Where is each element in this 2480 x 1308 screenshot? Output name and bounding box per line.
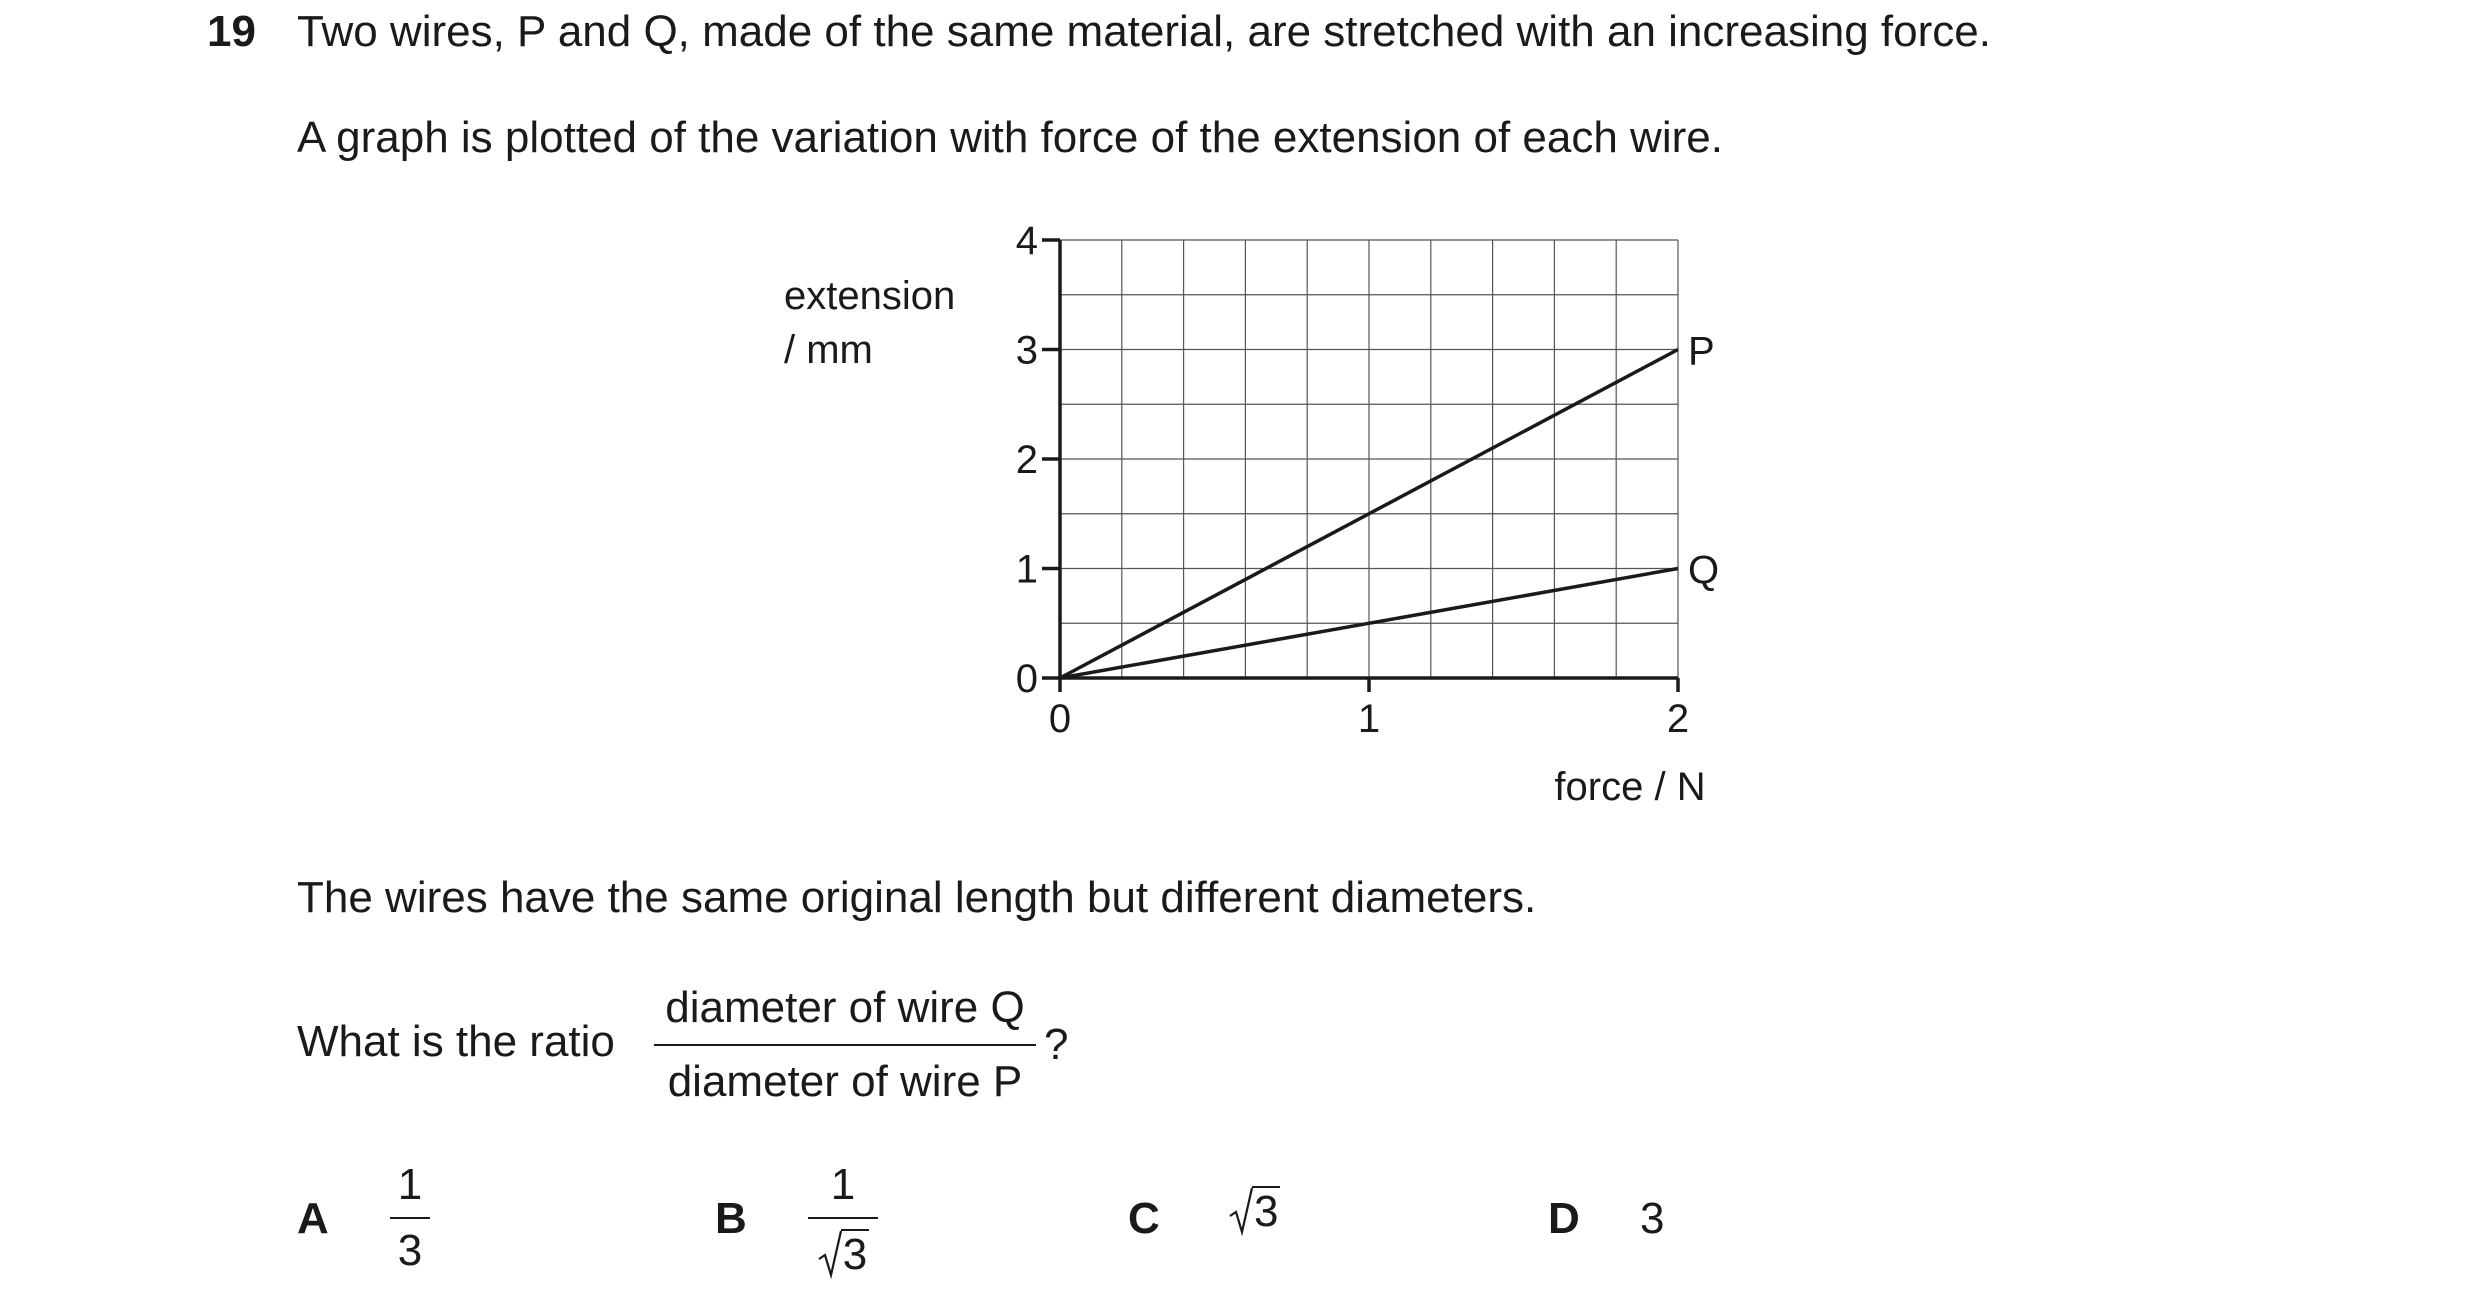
sqrt-symbol [817, 1229, 869, 1277]
y-tick-label: 1 [1015, 547, 1038, 592]
x-tick-label: 2 [1666, 697, 1690, 741]
series-label-p: P [1688, 329, 1715, 374]
sqrt-symbol [1228, 1186, 1280, 1234]
question-note: The wires have the same original length but different diameters. [297, 873, 1537, 922]
option-c-value[interactable] [1228, 1186, 1280, 1234]
option-b-fraction[interactable] [808, 1160, 878, 1279]
option-a-fraction[interactable] [390, 1160, 430, 1275]
y-tick-label: 2 [1015, 438, 1038, 482]
option-a-letter[interactable]: A [297, 1194, 329, 1243]
x-tick-label: 0 [1048, 697, 1072, 741]
ratio-fraction [650, 983, 1040, 1106]
option-a-numerator: 1 [397, 1160, 423, 1209]
question-stem: Two wires, P and Q, made of the same material, are stretched with an increasing force. [297, 7, 1991, 56]
option-b-radicand: 3 [842, 1230, 868, 1279]
y-tick-label: 3 [1015, 328, 1038, 373]
y-tick-label: 0 [1015, 657, 1038, 701]
option-c-radicand: 3 [1254, 1187, 1279, 1236]
y-axis-label-line2: / mm [784, 328, 873, 372]
option-b-denominator [808, 1219, 878, 1277]
series-label-q: Q [1688, 548, 1720, 593]
option-d-value[interactable]: 3 [1640, 1194, 1665, 1243]
option-b-numerator: 1 [830, 1160, 856, 1209]
option-b-letter[interactable]: B [715, 1194, 747, 1243]
option-c-letter[interactable]: C [1128, 1194, 1160, 1243]
ratio-denominator: diameter of wire P [667, 1057, 1023, 1106]
question-intro: A graph is plotted of the variation with force of the extension of each wire. [297, 113, 1723, 162]
extension-force-chart [700, 200, 1800, 820]
y-tick-label: 4 [1015, 219, 1038, 263]
y-axis-label-line1: extension [784, 274, 956, 318]
option-d-letter[interactable]: D [1548, 1194, 1580, 1243]
x-axis-label: force / N [1554, 765, 1706, 809]
x-tick-label: 1 [1357, 697, 1381, 741]
ratio-numerator: diameter of wire Q [665, 983, 1025, 1032]
ratio-question-mark: ? [1044, 1020, 1069, 1069]
option-a-denominator: 3 [397, 1226, 423, 1275]
question-number: 19 [207, 7, 256, 56]
chart-grid [1060, 240, 1678, 678]
question-ask: What is the ratio [297, 1017, 615, 1066]
